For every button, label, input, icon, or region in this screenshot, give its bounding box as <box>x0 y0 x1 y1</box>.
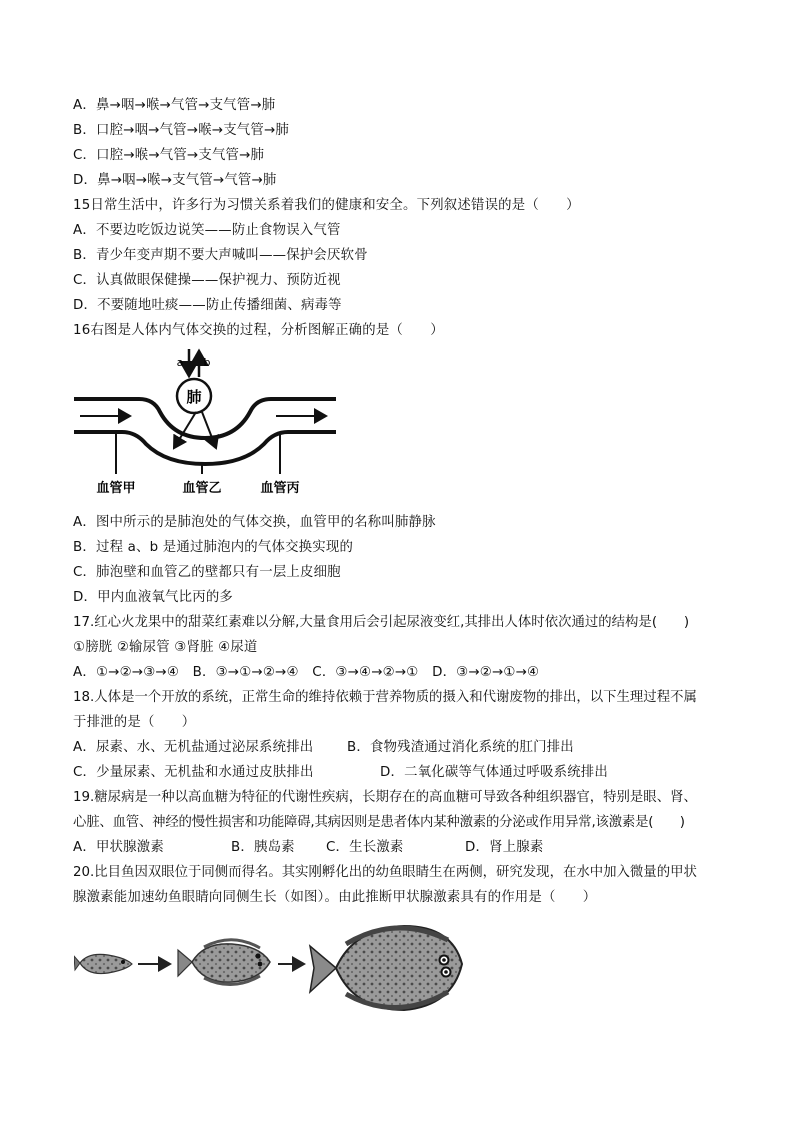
exchange-arrow-in <box>202 412 216 448</box>
q17-options: A．①→②→③→④ B．③→①→②→④ C．③→④→②→① D．③→②→①→④ <box>73 665 540 680</box>
q18-option-b: B．食物残渣通过消化系统的肛门排出 <box>347 740 574 755</box>
q14-option-d: D．鼻→咽→喉→支气管→气管→肺 <box>73 173 277 188</box>
q15-option-a: A．不要边吃饭边说笑——防止食物误入气管 <box>73 223 341 238</box>
q19-option-d: D．肾上腺素 <box>465 840 544 855</box>
label-a: a <box>176 356 184 369</box>
q17-items: ①膀胱 ②输尿管 ③肾脏 ④尿道 <box>73 640 258 655</box>
q14-option-a: A．鼻→咽→喉→气管→支气管→肺 <box>73 98 276 113</box>
q16-option-c: C．肺泡壁和血管乙的壁都只有一层上皮细胞 <box>73 565 341 580</box>
q20-stem-line2: 腺激素能加速幼鱼眼睛向同侧生长（如图）。由此推断甲状腺激素具有的作用是（ ） <box>73 890 597 905</box>
label-b: b <box>203 356 211 369</box>
vessel-label-jia: 血管甲 <box>96 481 136 496</box>
q14-option-b: B．口腔→咽→气管→喉→支气管→肺 <box>73 123 289 138</box>
q19-option-b: B．胰岛素 <box>231 840 295 855</box>
juvenile-fish-icon <box>178 940 270 985</box>
q20-stem-line1: 20.比目鱼因双眼位于同侧而得名。其实刚孵化出的幼鱼眼睛生在两侧，研究发现，在水中加入微量的甲状 <box>73 865 697 880</box>
q15-option-d: D．不要随地吐痰——防止传播细菌、病毒等 <box>73 298 342 313</box>
q16-option-b: B．过程 a、b 是通过肺泡内的气体交换实现的 <box>73 540 354 555</box>
q19-stem-line1: 19.糖尿病是一种以高血糖为特征的代谢性疾病，长期存在的高血糖可导致各种组织器官，特别是眼、肾、 <box>73 790 697 805</box>
q16-option-d: D．甲内血液氧气比丙的多 <box>73 590 234 605</box>
q16-stem: 16右图是人体内气体交换的过程，分析图解正确的是（ ） <box>73 323 444 338</box>
q16-option-a: A．图中所示的是肺泡处的气体交换，血管甲的名称叫肺静脉 <box>73 515 436 530</box>
organ-label: 肺 <box>186 388 202 406</box>
q15-option-b: B．青少年变声期不要大声喊叫——保护会厌软骨 <box>73 248 368 263</box>
q14-option-c: C．口腔→喉→气管→支气管→肺 <box>73 148 265 163</box>
q18-stem-line1: 18.人体是一个开放的系统，正常生命的维持依赖于营养物质的摄入和代谢废物的排出，以下生理过程不属 <box>73 690 697 705</box>
q17-stem: 17.红心火龙果中的甜菜红素难以分解,大量食用后会引起尿液变红,其排出人体时依次通过的结构是( ) <box>73 615 690 630</box>
flounder-development-figure <box>74 918 466 1028</box>
q19-option-c: C．生长激素 <box>326 840 404 855</box>
q18-option-c: C．少量尿素、无机盐和水通过皮肤排出 <box>73 765 314 780</box>
larva-fish-icon <box>74 954 132 973</box>
adult-flounder-icon <box>310 926 462 1010</box>
q15-stem: 15日常生活中，许多行为习惯关系着我们的健康和安全。下列叙述错误的是（ ） <box>73 198 580 213</box>
gas-exchange-diagram <box>74 346 336 502</box>
vessel-label-yi: 血管乙 <box>182 481 222 496</box>
vessel-label-bing: 血管丙 <box>260 481 300 496</box>
q18-stem-line2: 于排泄的是（ ） <box>73 715 196 730</box>
q19-option-a: A．甲状腺激素 <box>73 840 164 855</box>
q15-option-c: C．认真做眼保健操——保护视力、预防近视 <box>73 273 341 288</box>
q18-option-d: D．二氧化碳等气体通过呼吸系统排出 <box>380 765 608 780</box>
q19-stem-line2: 心脏、血管、神经的慢性损害和功能障碍,其病因则是患者体内某种激素的分泌或作用异常,该激素是( ) <box>73 815 685 830</box>
q18-option-a: A．尿素、水、无机盐通过泌尿系统排出 <box>73 740 314 755</box>
